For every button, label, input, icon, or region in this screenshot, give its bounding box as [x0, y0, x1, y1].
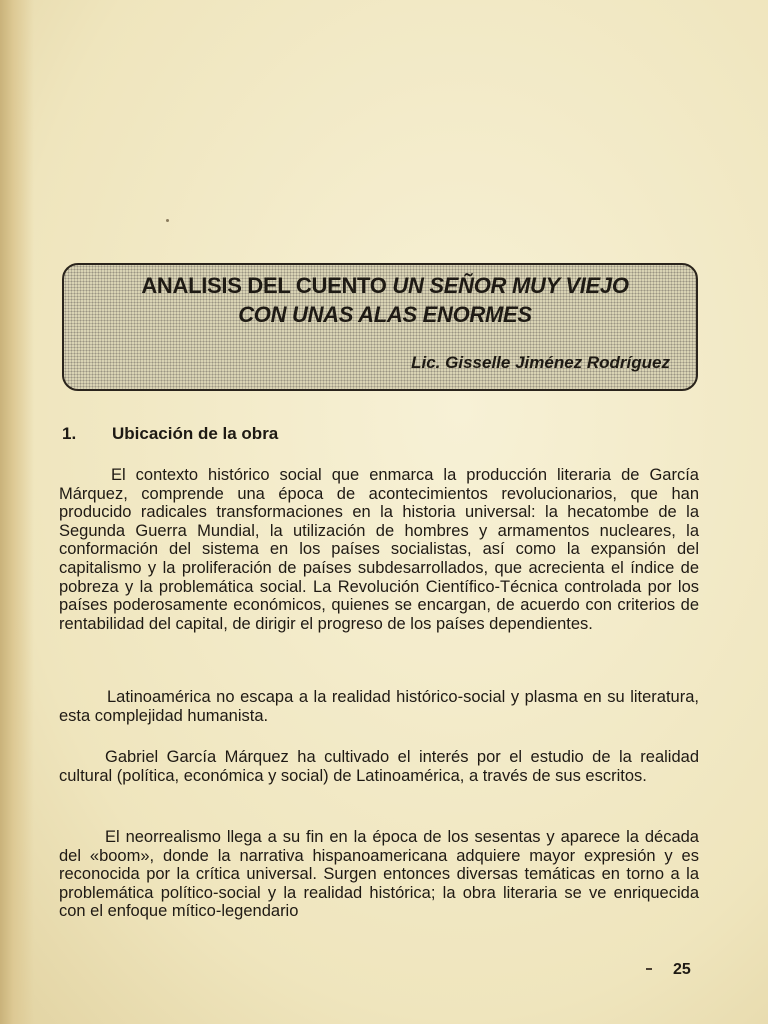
section-title: Ubicación de la obra [112, 424, 279, 443]
paper-speck [166, 219, 169, 222]
paragraph-2: Latinoamérica no escapa a la realidad histórico-social y plasma en su literatura, esta complejidad humanista. [59, 688, 699, 725]
paragraph-4: El neorrealismo llega a su fin en la época de los sesentas y aparece la década del «boom», donde la narrativa hispanoamericana adquiere mayor expresión y es reconocida por la crítica universal. Surgen entonces diversas temáticas en torno a la problemática político-social y la realidad histórica; la obra literaria se ve enriquecida con el enfoque mítico-legendario [59, 828, 699, 921]
paragraph-1: El contexto histórico social que enmarca la producción literaria de García Márquez, comprende una época de acontecimientos revolucionarios, que han producido radicales transformaciones en la historia universal: la hecatombe de la Segunda Guerra Mundial, la utilización de hombres y armamentos nucleares, la conformación del sistema en los países socialistas, así como la expansión del capitalismo y la proliferación de países subdesarrollados, que acrecienta el índice de pobreza y la problemática social. La Revolución Científico-Técnica controlada por los países poderosamente económicos, quienes se encargan, de acuerdo con criterios de rentabilidad del capital, de dirigir el progreso de los países dependientes. [59, 466, 699, 633]
page-number-dash [646, 968, 652, 970]
page-number: 25 [673, 961, 691, 978]
author-name: Lic. Gisselle Jiménez Rodríguez [411, 353, 670, 372]
title-italic-2: CON UNAS ALAS ENORMES [238, 302, 532, 327]
section-heading [62, 424, 278, 444]
title-italic-1: UN SEÑOR MUY VIEJO [392, 273, 629, 298]
paragraph-3: Gabriel García Márquez ha cultivado el interés por el estudio de la realidad cultural (política, económica y social) de Latinoamérica, a través de sus escritos. [59, 748, 699, 785]
title-line-1 [64, 273, 696, 299]
title-line-2 [64, 302, 696, 328]
title-plain: ANALISIS DEL CUENTO [141, 273, 393, 298]
section-number: 1. [62, 424, 77, 443]
title-box [62, 263, 698, 391]
page-edge-shadow [0, 0, 34, 1024]
